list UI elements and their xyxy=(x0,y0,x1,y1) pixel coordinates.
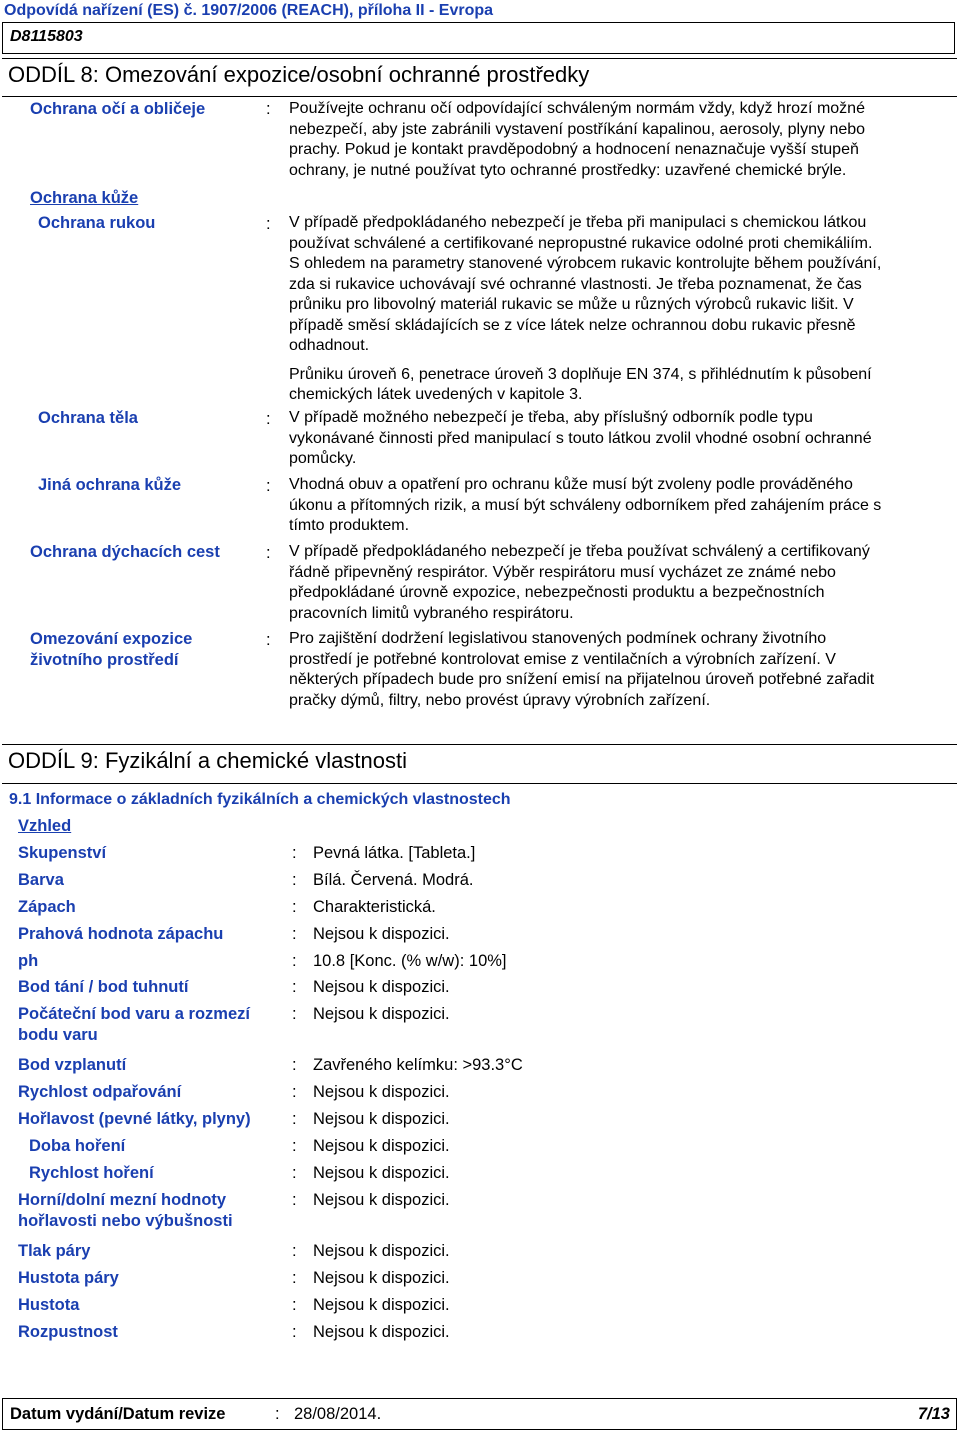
section-9-divider xyxy=(2,783,957,784)
property-value: Nejsou k dispozici. xyxy=(313,1323,450,1341)
other-skin-protection-label: Jiná ochrana kůže xyxy=(38,476,182,494)
text-line: prachy. Pokud je kontakt pravděpodobný a hodnocení nenaznačuje vyšší stupeň xyxy=(289,141,859,158)
property-label: Barva xyxy=(18,871,64,889)
label-line: životního prostředí xyxy=(30,651,179,669)
hand-protection-text xyxy=(289,213,951,406)
property-value: Nejsou k dispozici. xyxy=(313,1110,450,1128)
colon: : xyxy=(292,952,297,970)
colon: : xyxy=(292,1164,297,1182)
label-line: hořlavosti nebo výbušnosti xyxy=(18,1212,233,1230)
colon: : xyxy=(266,631,271,649)
label-line: Horní/dolní mezní hodnoty xyxy=(18,1191,227,1209)
body-protection-label: Ochrana těla xyxy=(38,409,138,427)
label-line: Omezování expozice xyxy=(30,630,193,648)
colon: : xyxy=(266,215,271,233)
property-label: Rychlost odpařování xyxy=(18,1083,182,1101)
other-skin-protection-text xyxy=(289,475,951,537)
text-line: nebezpečí, aby jste zabránili vystavení postříkání kapalinou, aerosoly, plyny nebo xyxy=(289,120,866,138)
document-id-box xyxy=(2,22,955,54)
section-8-divider xyxy=(2,96,957,97)
text-line: pracovních limitů vybraného respirátoru. xyxy=(289,604,574,622)
text-line: předpokládané úrovně expozice, nebezpečnosti produktu a bezpečnostních xyxy=(289,584,825,601)
text-line: vykonávané činnosti před manipulací s touto látkou zvolil vhodné osobní ochranné xyxy=(289,429,872,447)
text-line: prostředí je potřebné kontrolovat emise z ventilačních a výrobních zařízení. V xyxy=(289,650,836,668)
text-line: některých případech bude pro snížení emisí na přijatelnou úroveň potřebné zařadit xyxy=(289,671,875,688)
colon: : xyxy=(292,1296,297,1314)
text-line: V případě možného nebezpečí je třeba, aby příslušný odborník podle typu xyxy=(289,409,813,426)
colon: : xyxy=(292,1191,297,1209)
colon: : xyxy=(292,1083,297,1101)
page-number: 7/13 xyxy=(917,1405,950,1423)
colon: : xyxy=(266,100,271,118)
text-line: S ohledem na parametry stanovené výrobcem rukavic kontrolujte během používání, xyxy=(289,255,882,272)
section-9-subtitle: 9.1 Informace o základních fyzikálních a chemických vlastnostech xyxy=(9,791,511,808)
colon: : xyxy=(266,544,271,562)
colon: : xyxy=(266,410,271,428)
colon: : xyxy=(292,925,297,943)
text-line: V případě předpokládaného nebezpečí je třeba používat schválený a certifikovaný xyxy=(289,543,870,560)
property-value: Nejsou k dispozici. xyxy=(313,1005,450,1023)
appearance-label: Vzhled xyxy=(18,817,72,835)
text-line: Pro zajištění dodržení legislativou stanovených podmínek ochrany životního xyxy=(289,630,827,647)
footer xyxy=(2,1398,957,1430)
section-9-title: ODDÍL 9: Fyzikální a chemické vlastnosti xyxy=(8,748,407,773)
text-line: řádně připevněný respirátor. Výběr respirátoru musí vycházet ze známé nebo xyxy=(289,563,836,581)
property-value: 10.8 [Konc. (% w/w): 10%] xyxy=(313,952,507,970)
property-label: Hustota páry xyxy=(18,1269,119,1287)
hand-protection-label: Ochrana rukou xyxy=(38,214,156,232)
text-line: případě směsí skládajících se z více látek nelze ochrannou dobu rukavic přesně xyxy=(289,316,856,334)
environmental-exposure-text xyxy=(289,629,951,711)
colon: : xyxy=(292,1137,297,1155)
property-value: Nejsou k dispozici. xyxy=(313,925,450,943)
property-value: Nejsou k dispozici. xyxy=(313,1191,450,1209)
colon: : xyxy=(292,1110,297,1128)
colon: : xyxy=(292,1005,297,1023)
colon: : xyxy=(292,844,297,862)
colon: : xyxy=(292,1269,297,1287)
text-line: V případě předpokládaného nebezpečí je třeba při manipulaci s chemickou látkou xyxy=(289,214,867,231)
property-label: Hustota xyxy=(18,1296,80,1314)
property-label: Skupenství xyxy=(18,844,107,862)
revision-date-label: Datum vydání/Datum revize xyxy=(10,1405,226,1423)
label-line: bodu varu xyxy=(18,1026,98,1044)
skin-protection-label: Ochrana kůže xyxy=(30,189,139,207)
property-value: Nejsou k dispozici. xyxy=(313,1296,450,1314)
property-value: Nejsou k dispozici. xyxy=(313,1269,450,1287)
property-label: Rozpustnost xyxy=(18,1323,118,1341)
section-9-frame xyxy=(2,744,957,745)
property-value: Pevná látka. [Tableta.] xyxy=(313,844,476,862)
text-line: tímto produktem. xyxy=(289,517,410,534)
text-line: průniku pro libovolný materiál rukavic se může u různých výrobců rukavic lišit. V xyxy=(289,296,854,313)
text-line: Průniku úroveň 6, penetrace úroveň 3 doplňuje EN 374, s přihlédnutím k působení xyxy=(289,365,872,383)
property-value: Nejsou k dispozici. xyxy=(313,1137,450,1155)
text-line: pračky dýmů, filtry, nebo provést úpravy výrobních zařízení. xyxy=(289,691,711,709)
label-line: Počáteční bod varu a rozmezí xyxy=(18,1005,250,1023)
text-line: Používejte ochranu očí odpovídající schváleným normám vždy, když hrozí možné xyxy=(289,100,865,117)
text-line: používat schválené a certifikované nepropustné rukavice odolné proti chemikáliím. xyxy=(289,234,873,252)
colon: : xyxy=(292,1056,297,1074)
document-id: D8115803 xyxy=(10,28,83,45)
property-label: Zápach xyxy=(18,898,76,916)
colon: : xyxy=(292,871,297,889)
eye-protection-text xyxy=(289,99,951,181)
property-value: Nejsou k dispozici. xyxy=(313,1083,450,1101)
colon: : xyxy=(292,1323,297,1341)
property-label xyxy=(18,1004,250,1046)
body-protection-text xyxy=(289,408,951,470)
colon: : xyxy=(292,1242,297,1260)
property-label: Rychlost hoření xyxy=(29,1164,154,1182)
property-label: Bod vzplanutí xyxy=(18,1056,127,1074)
property-label: Tlak páry xyxy=(18,1242,91,1260)
property-label xyxy=(18,1190,233,1232)
property-label: Doba hoření xyxy=(29,1137,126,1155)
colon: : xyxy=(275,1405,280,1423)
text-line: odhadnout. xyxy=(289,337,370,354)
respiratory-protection-label: Ochrana dýchacích cest xyxy=(30,543,220,561)
text-line: úkonu a přítomných rizik, a musí být schváleny odborníkem před zahájením práce s xyxy=(289,496,882,514)
environmental-exposure-label xyxy=(30,629,192,671)
section-8-title: ODDÍL 8: Omezování expozice/osobní ochranné prostředky xyxy=(8,62,590,87)
property-label: Bod tání / bod tuhnutí xyxy=(18,978,189,996)
respiratory-protection-text xyxy=(289,542,951,624)
text-line: chemických látek uvedených v kapitole 3. xyxy=(289,386,583,403)
regulation-header: Odpovídá nařízení (ES) č. 1907/2006 (REACH), příloha II - Evropa xyxy=(4,2,494,19)
colon: : xyxy=(292,978,297,996)
eye-protection-label: Ochrana očí a obličeje xyxy=(30,100,206,118)
property-value: Bílá. Červená. Modrá. xyxy=(313,871,474,889)
property-value: Nejsou k dispozici. xyxy=(313,1164,450,1182)
colon: : xyxy=(292,898,297,916)
property-label: Hořlavost (pevné látky, plyny) xyxy=(18,1110,251,1128)
property-value: Charakteristická. xyxy=(313,898,436,916)
text-line: Vhodná obuv a opatření pro ochranu kůže musí být zvoleny podle prováděného xyxy=(289,476,853,493)
text-line: ochrany, je nutné používat tyto ochranné prostředky: uzavřené chemické brýle. xyxy=(289,161,847,179)
colon: : xyxy=(266,477,271,495)
property-label: Prahová hodnota zápachu xyxy=(18,925,224,943)
property-value: Nejsou k dispozici. xyxy=(313,1242,450,1260)
property-value: Nejsou k dispozici. xyxy=(313,978,450,996)
property-label: ph xyxy=(18,952,39,970)
revision-date: 28/08/2014. xyxy=(294,1405,382,1423)
text-line: zda si rukavice uchovávají své ochranné vlastnosti. Je třeba poznamenat, že čas xyxy=(289,275,862,293)
text-line: pomůcky. xyxy=(289,450,357,467)
property-value: Zavřeného kelímku: >93.3°C xyxy=(313,1056,523,1074)
